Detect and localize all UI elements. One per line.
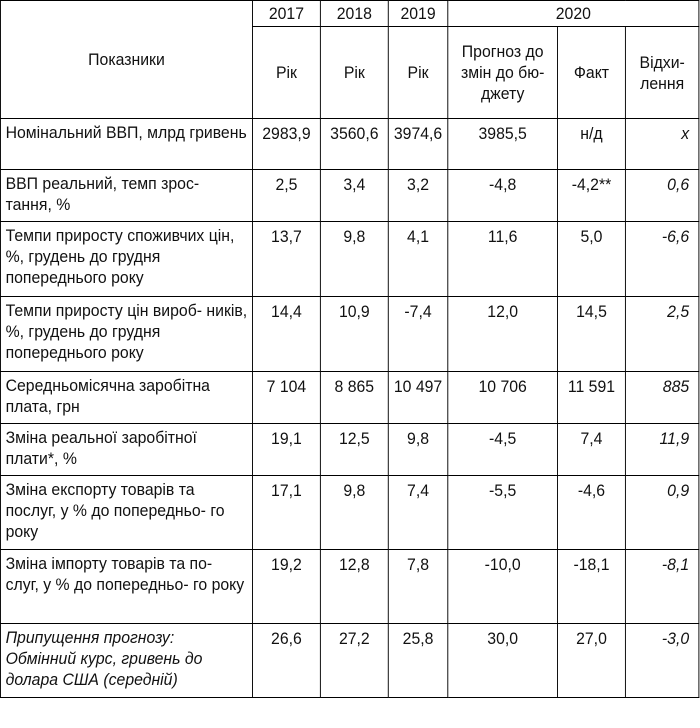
value-forecast: -10,0 xyxy=(448,550,558,624)
value-forecast: 10 706 xyxy=(448,372,558,424)
value-deviation: х xyxy=(625,119,698,170)
table-row xyxy=(0,119,698,170)
value-2018: 3560,6 xyxy=(320,119,388,170)
value-2018: 10,9 xyxy=(320,297,388,372)
table-row xyxy=(0,476,698,550)
value-2019: 25,8 xyxy=(388,624,448,698)
row-label: Номінальний ВВП, млрд гривень xyxy=(0,119,252,170)
value-2017: 17,1 xyxy=(252,476,320,550)
value-2018: 12,5 xyxy=(320,424,388,476)
value-forecast: 12,0 xyxy=(448,297,558,372)
table-row xyxy=(0,170,698,222)
value-2019: 7,8 xyxy=(388,550,448,624)
value-2017: 26,6 xyxy=(252,624,320,698)
value-fact: 14,5 xyxy=(558,297,626,372)
value-fact: -4,2** xyxy=(558,170,626,222)
value-deviation: -8,1 xyxy=(625,550,698,624)
value-2017: 19,2 xyxy=(252,550,320,624)
value-2018: 9,8 xyxy=(320,222,388,297)
header-sub-fact: Факт xyxy=(558,27,626,119)
value-2019: 7,4 xyxy=(388,476,448,550)
value-fact: -18,1 xyxy=(558,550,626,624)
row-label: Темпи приросту цін вироб- ників, %, грудень до грудня попереднього року xyxy=(0,297,252,372)
table-row xyxy=(0,624,698,698)
value-forecast: 30,0 xyxy=(448,624,558,698)
row-label: Зміна експорту товарів та послуг, у % до попередньо- го року xyxy=(0,476,252,550)
header-sub-2019: Рік xyxy=(388,27,448,119)
table-row xyxy=(0,222,698,297)
value-2018: 9,8 xyxy=(320,476,388,550)
value-2019: 10 497 xyxy=(388,372,448,424)
value-2019: -7,4 xyxy=(388,297,448,372)
header-year-2017: 2017 xyxy=(252,1,320,27)
value-2019: 3974,6 xyxy=(388,119,448,170)
value-deviation: 0,6 xyxy=(625,170,698,222)
value-fact: 7,4 xyxy=(558,424,626,476)
value-deviation: -6,6 xyxy=(625,222,698,297)
value-fact: -4,6 xyxy=(558,476,626,550)
row-label: Зміна імпорту товарів та по- слуг, у % до попередньо- го року xyxy=(0,550,252,624)
value-2017: 14,4 xyxy=(252,297,320,372)
value-forecast: -5,5 xyxy=(448,476,558,550)
header-year-row xyxy=(0,1,698,27)
row-label: Середньомісячна заробітна плата, грн xyxy=(0,372,252,424)
value-2019: 9,8 xyxy=(388,424,448,476)
value-deviation: 11,9 xyxy=(625,424,698,476)
header-year-2018: 2018 xyxy=(320,1,388,27)
header-year-2020: 2020 xyxy=(448,1,699,27)
value-fact: 5,0 xyxy=(558,222,626,297)
header-sub-deviation: Відхи- лення xyxy=(625,27,698,119)
value-fact: 27,0 xyxy=(558,624,626,698)
row-label: Зміна реальної заробітної плати*, % xyxy=(0,424,252,476)
value-2017: 19,1 xyxy=(252,424,320,476)
value-forecast: -4,8 xyxy=(448,170,558,222)
table-row xyxy=(0,297,698,372)
value-2017: 2983,9 xyxy=(252,119,320,170)
value-deviation: 2,5 xyxy=(625,297,698,372)
header-sub-2017: Рік xyxy=(252,27,320,119)
table-row xyxy=(0,372,698,424)
header-year-2019: 2019 xyxy=(388,1,448,27)
table-row xyxy=(0,550,698,624)
value-2018: 27,2 xyxy=(320,624,388,698)
value-2019: 4,1 xyxy=(388,222,448,297)
value-2017: 2,5 xyxy=(252,170,320,222)
value-2018: 12,8 xyxy=(320,550,388,624)
value-2018: 3,4 xyxy=(320,170,388,222)
value-deviation: 0,9 xyxy=(625,476,698,550)
table-row xyxy=(0,424,698,476)
row-label: Припущення прогнозу: Обмінний курс, гривень до долара США (середній) xyxy=(0,624,252,698)
value-forecast: -4,5 xyxy=(448,424,558,476)
value-deviation: -3,0 xyxy=(625,624,698,698)
value-2017: 13,7 xyxy=(252,222,320,297)
value-2017: 7 104 xyxy=(252,372,320,424)
value-2018: 8 865 xyxy=(320,372,388,424)
value-fact: н/д xyxy=(558,119,626,170)
header-sub-2018: Рік xyxy=(320,27,388,119)
value-forecast: 11,6 xyxy=(448,222,558,297)
value-deviation: 885 xyxy=(625,372,698,424)
value-forecast: 3985,5 xyxy=(448,119,558,170)
value-2019: 3,2 xyxy=(388,170,448,222)
row-label: Темпи приросту споживчих цін, %, грудень до грудня попереднього року xyxy=(0,222,252,297)
value-fact: 11 591 xyxy=(558,372,626,424)
header-indicator: Показники xyxy=(0,1,252,119)
row-label: ВВП реальний, темп зрос- тання, % xyxy=(0,170,252,222)
header-sub-forecast: Прогноз до змін до бю- джету xyxy=(448,27,558,119)
